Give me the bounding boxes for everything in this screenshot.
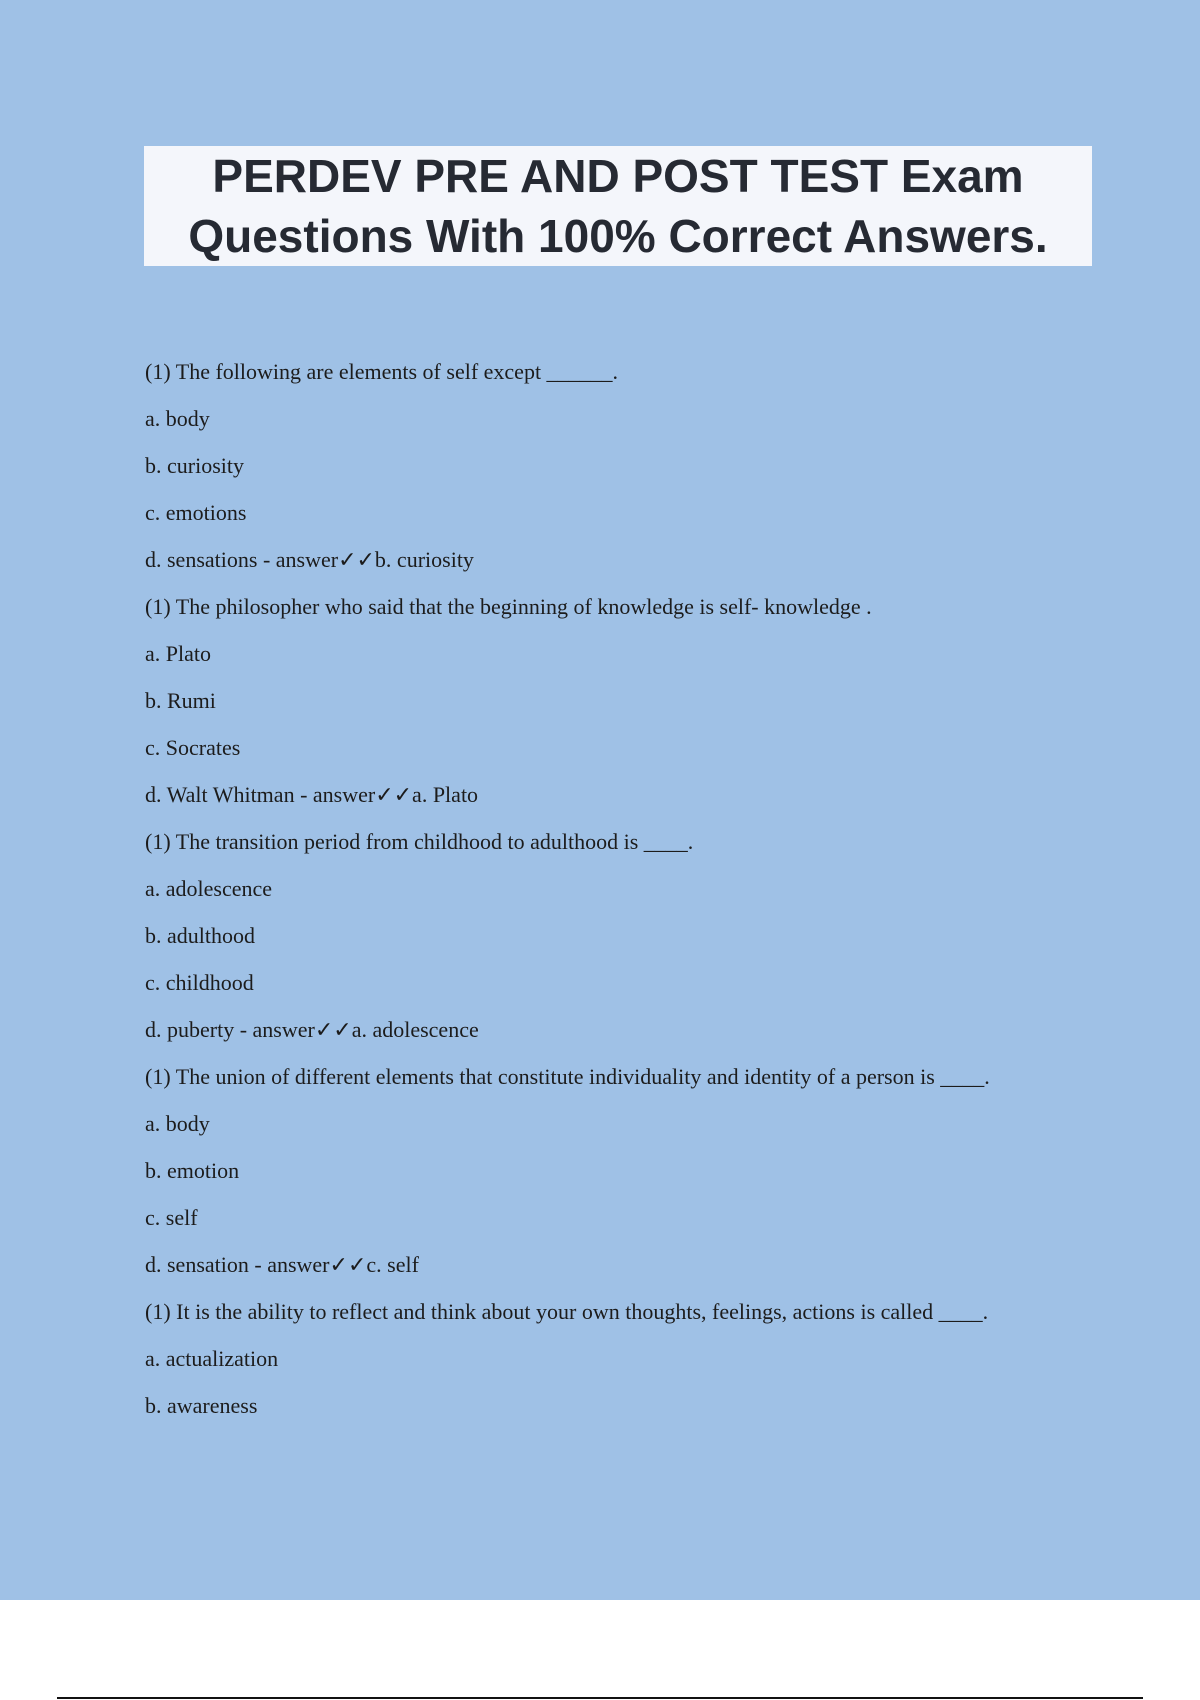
question-list	[145, 353, 1125, 1434]
question-2-option-d-answer: d. Walt Whitman - answer✓✓a. Plato	[145, 782, 479, 807]
page-title-line-2: Questions With 100% Correct Answers.	[188, 210, 1048, 262]
question-5-option-b: b. awareness	[145, 1393, 258, 1418]
page-title-line-1: PERDEV PRE AND POST TEST Exam	[212, 150, 1024, 202]
question-4-option-a: a. body	[145, 1111, 210, 1136]
question-4-option-b: b. emotion	[145, 1158, 240, 1183]
question-1-option-a: a. body	[145, 406, 210, 431]
question-1-option-d-answer: d. sensations - answer✓✓b. curiosity	[145, 547, 474, 572]
question-4-option-c: c. self	[145, 1205, 198, 1230]
question-1-option-c: c. emotions	[145, 500, 247, 525]
question-2: (1) The philosopher who said that the beginning of knowledge is self- knowledge .	[145, 594, 872, 619]
question-4: (1) The union of different elements that constitute individuality and identity of a person is ____.	[145, 1064, 990, 1089]
question-1: (1) The following are elements of self except ______.	[145, 359, 619, 384]
question-4-option-d-answer: d. sensation - answer✓✓c. self	[145, 1252, 419, 1277]
question-2-option-c: c. Socrates	[145, 735, 241, 760]
title-box	[144, 146, 1092, 266]
question-3-option-d-answer: d. puberty - answer✓✓a. adolescence	[145, 1017, 479, 1042]
question-3-option-c: c. childhood	[145, 970, 254, 995]
question-5-option-a: a. actualization	[145, 1346, 279, 1371]
question-3-option-b: b. adulthood	[145, 923, 255, 948]
bottom-rule	[57, 1697, 1143, 1699]
question-1-option-b: b. curiosity	[145, 453, 244, 478]
question-5: (1) It is the ability to reflect and think about your own thoughts, feelings, actions is called ____.	[145, 1299, 989, 1324]
question-2-option-b: b. Rumi	[145, 688, 216, 713]
question-2-option-a: a. Plato	[145, 641, 211, 666]
question-3: (1) The transition period from childhood to adulthood is ____.	[145, 829, 694, 854]
question-3-option-a: a. adolescence	[145, 876, 273, 901]
